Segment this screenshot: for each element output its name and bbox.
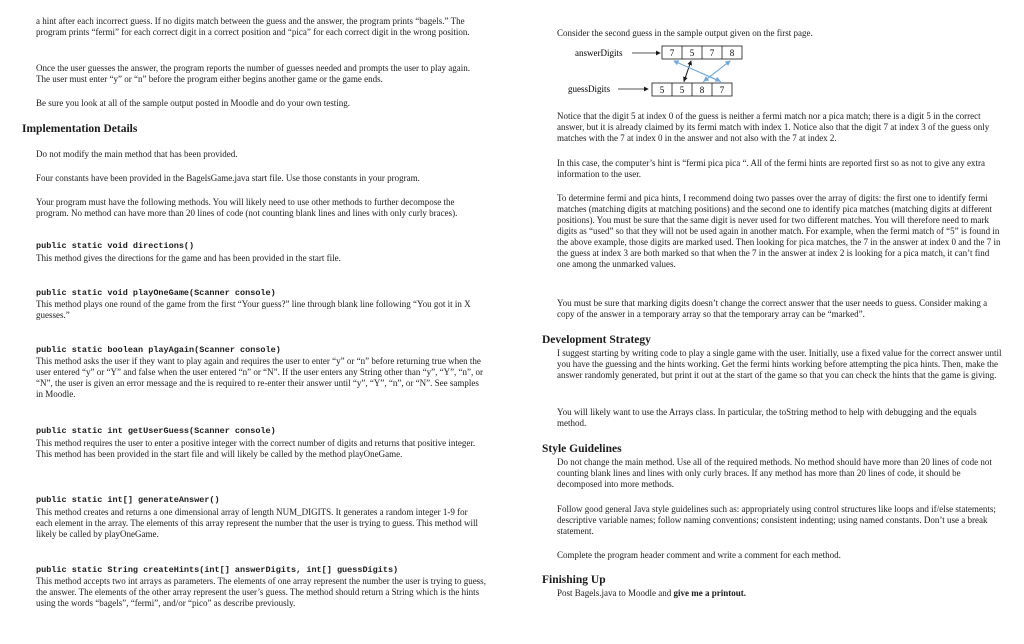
answer-digit: 7	[709, 48, 715, 58]
finishing-text: Post Bagels.java to Moodle and	[557, 588, 674, 598]
java-style-paragraph: Follow good general Java style guidelines such as: appropriately using control structures like loops and if/else statements; descriptive variable names; follow naming conventions; consistent indenting; using named constants. Don’t use a break statement.	[557, 504, 996, 536]
notice-paragraph: Notice that the digit 5 at index 0 of the guess is neither a fermi match nor a pica match; there is a digit 5 in the correct answer, but it is already claimed by its fermi match with index 1. Notice also that the digit 7 at index 3 of the guess only matches with the 7 at index 0 in the answer and not also with the 7 at index 2.	[557, 111, 990, 143]
fermi-match-arrow	[684, 61, 691, 81]
style-heading: Style Guidelines	[542, 443, 622, 455]
intro-paragraph: a hint after each incorrect guess. If no digits match between the guess and the answer, the program prints “bagels.” The program prints “fermi” for each correct digit in a correct position and “pica” for each correct digit in the wrong position.	[36, 16, 470, 37]
development-paragraph: I suggest starting by writing code to play a single game with the user. Initially, use a fixed value for the correct answer until you have the guessing and the hints working. Get the fermi hints working before attempting the pica hints. Then, make the answer randomly generated, but print it out at the start of the game so that you can check the hints that the game is giving.	[557, 348, 1002, 380]
guess-digit: 8	[699, 85, 705, 95]
pica-match-arrow	[674, 61, 720, 81]
method-description: This method accepts two int arrays as parameters. The elements of one array represent the number the user is trying to guess, the answer. The elements of the other array represent the user’s guess. The method should return a String which is the hints using the words “bagels”, “fermi”, and/or “pico” as describe previously.	[36, 576, 486, 608]
method-signature: public static boolean playAgain(Scanner console)	[36, 345, 281, 355]
method-description: This method requires the user to enter a positive integer with the correct number of digits and returns that positive integer. This method has been provided in the start file and will likely be called by the method playOneGame.	[36, 438, 476, 459]
guess-digit: 5	[659, 85, 665, 95]
printout-emphasis: give me a printout.	[673, 588, 746, 598]
guess-digit: 7	[719, 85, 725, 95]
digit-matching-diagram	[560, 42, 770, 100]
method-signature: public static String createHints(int[] answerDigits, int[] guessDigits)	[36, 565, 399, 575]
header-comment-paragraph: Complete the program header comment and write a comment for each method.	[557, 550, 841, 560]
pica-match-arrow	[704, 61, 730, 81]
guess-array	[652, 83, 732, 96]
guess-digits-label: guessDigits	[568, 84, 611, 94]
answer-digit: 7	[669, 48, 675, 58]
style-paragraph: Do not change the main method. Use all of the required methods. No method should have more than 20 lines of code not counting blank lines and lines with only curly braces. If any method has more than 20 lines of code, it should be decomposed into more methods.	[557, 457, 992, 489]
answer-digit: 5	[689, 48, 695, 58]
answer-digits-label: answerDigits	[575, 48, 623, 58]
answer-digit: 8	[729, 48, 735, 58]
samples-paragraph: Be sure you look at all of the sample output posted in Moodle and do your own testing.	[36, 98, 350, 108]
method-signature: public static void playOneGame(Scanner console)	[36, 288, 276, 298]
method-description: This method asks the user if they want to play again and requires the user to enter “y” or “n” before returning true when the user entered “y” or “Y” and false when the user entered “n” or “N”. If the user enters any String other than “y”, “Y”, “n”, or “N”, the user is given an error message and the is required to re-enter their answer until “y”, “Y”, “n”, or “N”. See samples in Moodle.	[36, 356, 484, 399]
consider-paragraph: Consider the second guess in the sample output given on the first page.	[557, 28, 813, 38]
method-description: This method plays one round of the game from the first “Your guess?” line through blank line following “You got it in X guesses.”	[36, 299, 471, 320]
finishing-paragraph	[557, 588, 1002, 599]
method-signature: public static int[] generateAnswer()	[36, 495, 220, 505]
answer-array	[662, 46, 742, 59]
marking-paragraph: You must be sure that marking digits doesn’t change the correct answer that the user needs to guess. Consider making a copy of the answer in a temporary array so that the temporary array can be “marked”.	[557, 298, 988, 319]
method-signature: public static int getUserGuess(Scanner console)	[36, 426, 276, 436]
finishing-heading: Finishing Up	[542, 574, 606, 586]
arrays-paragraph: You will likely want to use the Arrays class. In particular, the toString method to help with debugging and the equals method.	[557, 407, 977, 428]
constants-paragraph: Four constants have been provided in the BagelsGame.java start file. Use those constants in your program.	[36, 173, 420, 183]
development-heading: Development Strategy	[542, 334, 651, 346]
methods-paragraph: Your program must have the following methods. You will likely need to use other methods to further decompose the program. No method can have more than 20 lines of code (not counting blank lines and lines with only curly braces).	[36, 197, 458, 218]
guess-digit: 5	[679, 85, 685, 95]
main-paragraph: Do not modify the main method that has been provided.	[36, 149, 238, 159]
method-signature: public static void directions()	[36, 241, 195, 251]
implementation-heading: Implementation Details	[22, 123, 138, 135]
hint-paragraph: In this case, the computer’s hint is “fermi pica pica “. All of the fermi hints are reported first so as not to give any extra information to the user.	[557, 158, 985, 179]
replay-paragraph: Once the user guesses the answer, the program reports the number of guesses needed and prompts the user to play again. The user must enter “y” or “n” before the program either begins another game or the game ends.	[36, 63, 471, 84]
method-description: This method gives the directions for the game and has been provided in the start file.	[36, 253, 341, 263]
method-description: This method creates and returns a one dimensional array of length NUM_DIGITS. It generates a random integer 1-9 for each element in the array. The elements of this array represent the number that the user is trying to guess. This method will likely be called by playOneGame.	[36, 507, 478, 539]
passes-paragraph: To determine fermi and pica hints, I recommend doing two passes over the array of digits: the first one to identify fermi matches (matching digits at matching positions) and the second one to identify pica matches (matching digits at different positions). You must be sure that the same digit is never used for two different matches. You will therefore need to mark digits as “used” so that they will not be used again in another match. For example, when the fermi match of “5” is found in the above example, those digits are marked used. Then looking for pica matches, the 7 in the answer at index 0 and the 7 in the guess at index 3 are both marked so that when the 7 in the answer at index 2 is looking for a pica match, it can’t find one among the unmarked values.	[557, 193, 1001, 269]
